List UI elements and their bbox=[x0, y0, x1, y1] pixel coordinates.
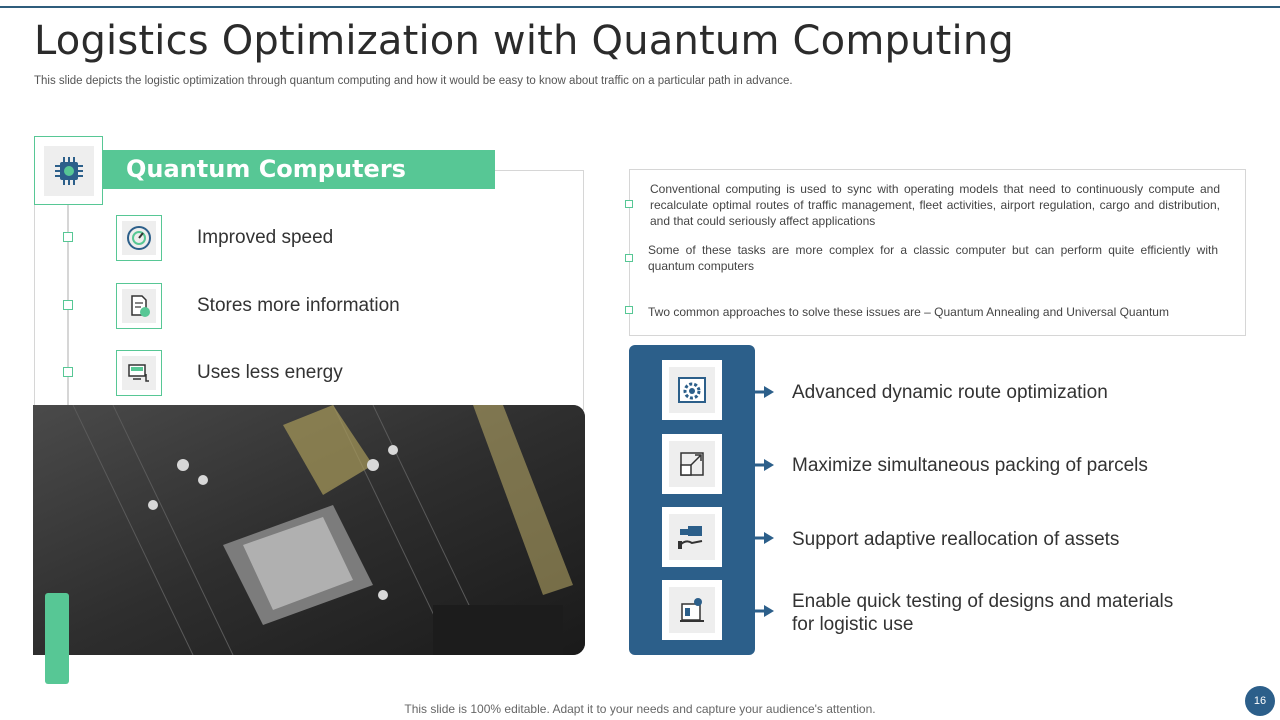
computer-plug-icon bbox=[126, 360, 152, 386]
timeline-node bbox=[63, 300, 73, 310]
speedometer-icon bbox=[126, 225, 152, 251]
benefit-icon-box bbox=[662, 580, 722, 640]
benefit-label: Maximize simultaneous packing of parcels bbox=[792, 455, 1148, 476]
arrow-icon bbox=[748, 385, 774, 399]
chip-icon-box bbox=[34, 136, 103, 205]
arrow-icon bbox=[748, 531, 774, 545]
feature-icon-box bbox=[116, 350, 162, 396]
benefit-icon-box bbox=[662, 434, 722, 494]
feature-label: Uses less energy bbox=[197, 362, 343, 383]
expand-icon bbox=[676, 448, 708, 480]
page-title: Logistics Optimization with Quantum Computing bbox=[34, 18, 1014, 64]
gear-window-icon bbox=[676, 374, 708, 406]
document-icon bbox=[126, 293, 152, 319]
chip-icon bbox=[52, 154, 86, 188]
feature-icon-box bbox=[116, 283, 162, 329]
title-rule bbox=[0, 6, 1280, 8]
feature-label: Improved speed bbox=[197, 227, 334, 248]
notes-node bbox=[625, 306, 633, 314]
note-paragraph: Two common approaches to solve these issues are – Quantum Annealing and Universal Quantum bbox=[648, 305, 1169, 319]
arrow-icon bbox=[748, 604, 774, 618]
benefit-label: Advanced dynamic route optimization bbox=[792, 382, 1108, 403]
motherboard-photo bbox=[33, 405, 585, 655]
benefit-label: Support adaptive reallocation of assets bbox=[792, 529, 1120, 550]
footer-note: This slide is 100% editable. Adapt it to your needs and capture your audience's attention. bbox=[404, 702, 876, 716]
feature-icon-box bbox=[116, 215, 162, 261]
design-test-icon bbox=[676, 594, 708, 626]
green-accent-bar bbox=[45, 593, 69, 684]
timeline-node bbox=[63, 232, 73, 242]
notes-node bbox=[625, 200, 633, 208]
quantum-header: Quantum Computers bbox=[103, 150, 495, 189]
benefit-label: Enable quick testing of designs and materials for logistic use bbox=[792, 591, 1174, 635]
hand-assets-icon bbox=[676, 521, 708, 553]
timeline-node bbox=[63, 367, 73, 377]
note-paragraph: Conventional computing is used to sync with operating models that need to continuously compute and recalculate optimal routes of traffic management, fleet activities, airport regulation, cargo and distribution, and that could seriously affect applications bbox=[650, 182, 1220, 228]
page-subtitle: This slide depicts the logistic optimization through quantum computing and how it would be easy to know about traffic on a particular path in advance. bbox=[34, 75, 793, 87]
note-paragraph: Some of these tasks are more complex for a classic computer but can perform quite efficiently with quantum computers bbox=[648, 243, 1218, 273]
feature-label: Stores more information bbox=[197, 295, 400, 316]
benefit-icon-box bbox=[662, 507, 722, 567]
notes-node bbox=[625, 254, 633, 262]
page-number-badge: 16 bbox=[1245, 686, 1275, 716]
benefit-icon-box bbox=[662, 360, 722, 420]
arrow-icon bbox=[748, 458, 774, 472]
